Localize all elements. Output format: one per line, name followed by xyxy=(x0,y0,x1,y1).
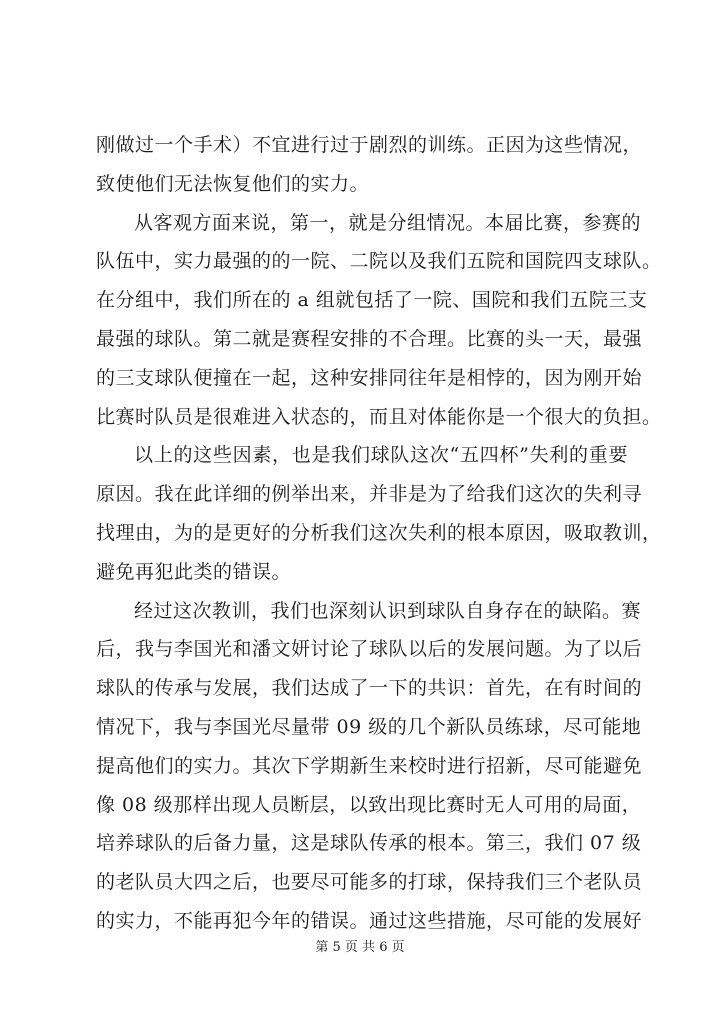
text-line: 最强的球队。第二就是赛程安排的不合理。比赛的头一天，最强 xyxy=(96,327,643,350)
text-line: 从客观方面来说，第一，就是分组情况。本届比赛，参赛的 xyxy=(134,211,642,234)
text-line: 致使他们无法恢复他们的实力。 xyxy=(96,172,370,195)
text-line: 提高他们的实力。其次下学期新生来校时进行招新，尽可能避免 xyxy=(96,754,643,777)
text-line: 的三支球队便撞在一起，这种安排同往年是相悖的，因为刚开始 xyxy=(96,366,643,389)
text-line: 的实力，不能再犯今年的错误。通过这些措施，尽可能的发展好 xyxy=(96,909,643,932)
text-line: 情况下，我与李国光尽量带 09 级的几个新队员练球，尽可能地 xyxy=(96,715,642,738)
text-line: 后，我与李国光和潘文妍讨论了球队以后的发展问题。为了以后 xyxy=(96,638,643,661)
text-line: 的老队员大四之后，也要尽可能多的打球，保持我们三个老队员 xyxy=(96,871,643,894)
text-line: 避免再犯此类的错误。 xyxy=(96,560,292,583)
page-number-footer: 第 5 页 共 6 页 xyxy=(315,940,405,955)
text-line: 培养球队的后备力量，这是球队传承的根本。第三，我们 07 级 xyxy=(96,832,642,855)
text-line: 队伍中，实力最强的的一院、二院以及我们五院和国院四支球队。 xyxy=(96,250,662,273)
text-line: 经过这次教训，我们也深刻认识到球队自身存在的缺陷。赛 xyxy=(134,599,642,622)
text-line: 原因。我在此详细的例举出来，并非是为了给我们这次的失利寻 xyxy=(96,483,643,506)
text-line: 球队的传承与发展，我们达成了一下的共识：首先，在有时间的 xyxy=(96,677,643,700)
text-line: 像 08 级那样出现人员断层，以致出现比赛时无人可用的局面， xyxy=(96,793,642,816)
text-line: 刚做过一个手术）不宜进行过于剧烈的训练。正因为这些情况， xyxy=(96,134,643,156)
text-line: 以上的这些因素，也是我们球队这次“五四杯”失利的重要 xyxy=(134,444,628,467)
text-line: 在分组中，我们所在的 a 组就包括了一院、国院和我们五院三支 xyxy=(96,289,648,312)
text-line: 比赛时队员是很难进入状态的，而且对体能你是一个很大的负担。 xyxy=(96,405,662,428)
text-line: 找理由，为的是更好的分析我们这次失利的根本原因，吸取教训， xyxy=(96,521,662,544)
body-text xyxy=(96,126,662,941)
